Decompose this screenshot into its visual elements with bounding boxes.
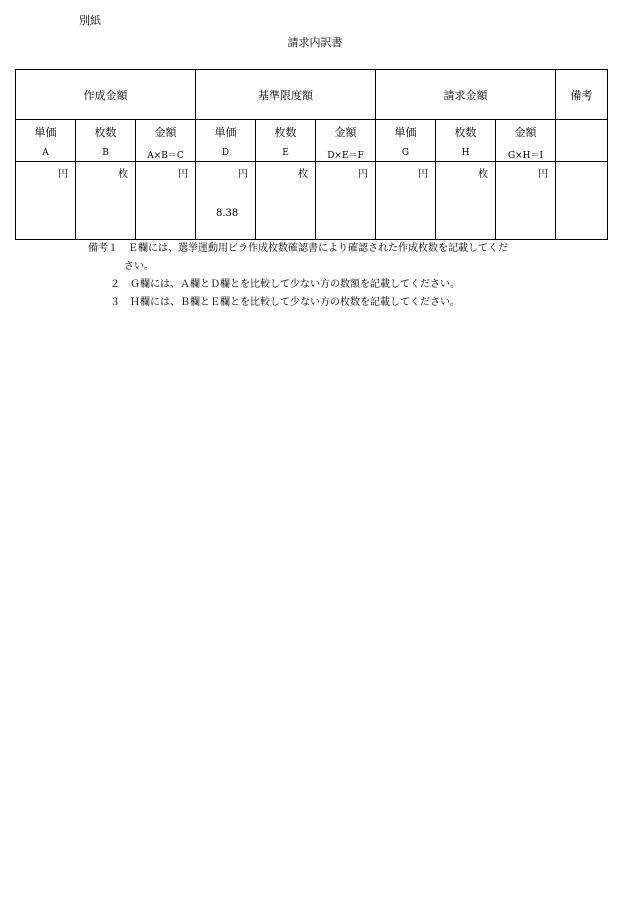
document-title: 請求内訳書 [287, 36, 343, 49]
value-cell-e[interactable] [256, 162, 316, 240]
group-header-claim-amount: 請求金額 [376, 70, 556, 120]
base-unit-price-value: 8.38 [216, 208, 239, 219]
column-header-row [16, 120, 608, 162]
column-letter: D×E＝F [327, 151, 364, 161]
note-2-text: Ｇ欄には、Ａ欄とＤ欄とを比較して少ない方の数額を記載してください。 [130, 279, 460, 290]
note-3 [88, 294, 508, 312]
value-row [16, 162, 608, 240]
remarks-header-blank [556, 120, 608, 162]
value-cell-a[interactable] [16, 162, 76, 240]
column-header-a [16, 120, 76, 162]
attachment-label: 別紙 [79, 14, 101, 27]
column-name: 金額 [334, 126, 357, 139]
unit-label: 円 [58, 169, 68, 180]
unit-label: 円 [238, 169, 248, 180]
column-name: 枚数 [94, 126, 117, 139]
unit-label: 枚 [118, 169, 128, 180]
column-name: 単価 [394, 126, 417, 139]
column-letter: D [221, 148, 230, 158]
value-cell-remarks[interactable] [556, 162, 608, 240]
column-header-d [196, 120, 256, 162]
value-cell-g[interactable] [376, 162, 436, 240]
group-header-row [16, 70, 608, 120]
column-letter: H [461, 148, 470, 158]
note-1-continued: さい。 [124, 261, 154, 272]
note-1-text: Ｅ欄には、選挙運動用ビラ作成枚数確認書により確認された作成枚数を記載してくだ [128, 243, 508, 254]
column-name: 金額 [154, 126, 177, 139]
unit-label: 円 [358, 169, 369, 180]
unit-label: 枚 [298, 169, 308, 180]
column-letter: A×B＝C [147, 151, 184, 161]
column-header-g [376, 120, 436, 162]
value-cell-h[interactable] [436, 162, 496, 240]
column-letter: B [102, 148, 109, 158]
column-header-c [136, 120, 196, 162]
note-2-number: ２ [110, 279, 120, 290]
column-name: 金額 [514, 126, 537, 139]
value-cell-i[interactable] [496, 162, 556, 240]
group-header-production-amount: 作成金額 [16, 70, 196, 120]
note-3-text: Ｈ欄には、Ｂ欄とＥ欄とを比較して少ない方の枚数を記載してください。 [130, 297, 460, 308]
column-name: 枚数 [454, 126, 477, 139]
unit-label: 枚 [478, 169, 489, 180]
column-letter: E [282, 148, 289, 158]
column-header-f [316, 120, 376, 162]
value-cell-b[interactable] [76, 162, 136, 240]
column-letter: G [401, 148, 410, 158]
unit-label: 円 [418, 169, 429, 180]
column-name: 単価 [34, 126, 57, 139]
group-header-base-limit: 基準限度額 [196, 70, 376, 120]
column-header-h [436, 120, 496, 162]
group-header-remarks: 備考 [556, 70, 608, 120]
value-cell-f[interactable] [316, 162, 376, 240]
column-name: 枚数 [274, 126, 297, 139]
column-letter: A [42, 148, 49, 158]
column-letter: G×H＝I [507, 151, 544, 161]
column-header-i [496, 120, 556, 162]
claim-breakdown-table [15, 69, 608, 240]
column-header-e [256, 120, 316, 162]
column-name: 単価 [214, 126, 237, 139]
notes-section [88, 240, 508, 312]
unit-label: 円 [178, 169, 188, 180]
value-cell-c[interactable] [136, 162, 196, 240]
note-2 [88, 276, 508, 294]
note-1 [88, 240, 508, 258]
note-3-number: ３ [110, 297, 120, 308]
unit-label: 円 [538, 169, 549, 180]
notes-label: 備考１ [88, 243, 118, 254]
value-cell-d[interactable] [196, 162, 256, 240]
column-header-b [76, 120, 136, 162]
